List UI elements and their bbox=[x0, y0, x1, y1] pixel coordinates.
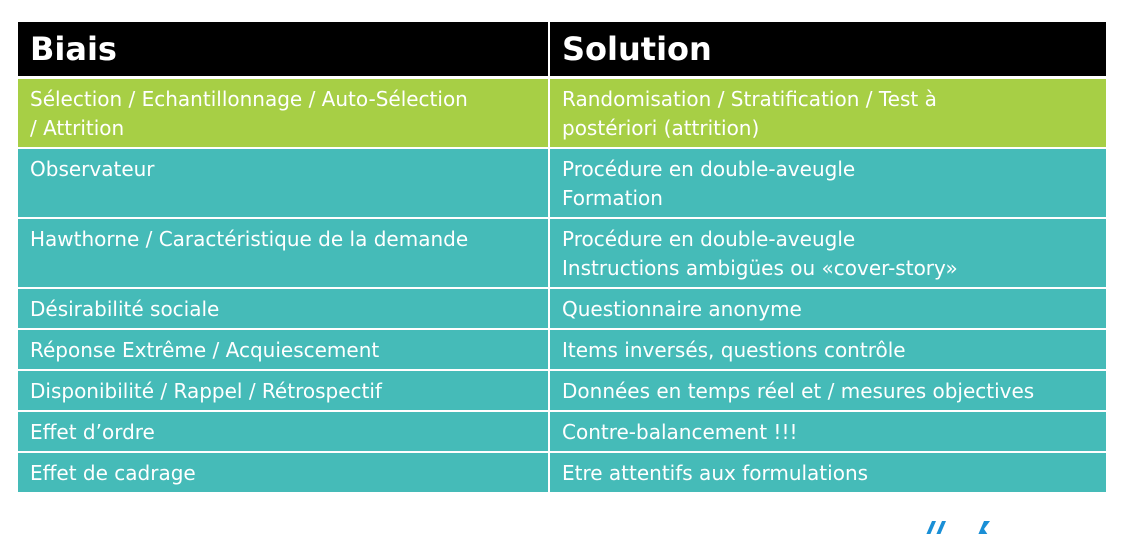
solution-text: postériori (attrition) bbox=[562, 116, 760, 140]
bias-text: Disponibilité / Rappel / Rétrospectif bbox=[30, 379, 382, 403]
solution-text: Procédure en double-aveugle bbox=[562, 157, 856, 181]
bias-text: Hawthorne / Caractéristique de la demande bbox=[30, 227, 469, 251]
solution-text: Contre-balancement !!! bbox=[562, 420, 798, 444]
table-row bbox=[18, 218, 1106, 288]
solution-cell bbox=[549, 329, 1106, 370]
table-row bbox=[18, 78, 1106, 149]
solution-cell bbox=[549, 218, 1106, 288]
solution-text: Instructions ambigües ou «cover-story» bbox=[562, 256, 958, 280]
solution-cell bbox=[549, 288, 1106, 329]
table-row bbox=[18, 288, 1106, 329]
solution-text: Items inversés, questions contrôle bbox=[562, 338, 906, 362]
solution-cell bbox=[549, 452, 1106, 493]
bias-cell bbox=[18, 329, 549, 370]
solution-cell bbox=[549, 148, 1106, 218]
table-row bbox=[18, 370, 1106, 411]
bias-cell bbox=[18, 452, 549, 493]
bias-cell bbox=[18, 218, 549, 288]
bias-text: Désirabilité sociale bbox=[30, 297, 220, 321]
solution-text: Données en temps réel et / mesures objectives bbox=[562, 379, 1035, 403]
bias-cell bbox=[18, 288, 549, 329]
decorative-logo-fragment bbox=[918, 520, 1008, 534]
table-row bbox=[18, 411, 1106, 452]
bias-text: Sélection / Echantillonnage / Auto-Sélection bbox=[30, 87, 468, 111]
bias-text: Effet de cadrage bbox=[30, 461, 196, 485]
solution-cell bbox=[549, 370, 1106, 411]
bias-text: Observateur bbox=[30, 157, 155, 181]
solution-text: Procédure en double-aveugle bbox=[562, 227, 856, 251]
bias-cell bbox=[18, 411, 549, 452]
solution-text: Formation bbox=[562, 186, 663, 210]
table-row bbox=[18, 148, 1106, 218]
table-row bbox=[18, 452, 1106, 493]
bias-text: / Attrition bbox=[30, 116, 125, 140]
bias-text: Effet d’ordre bbox=[30, 420, 155, 444]
logo-fragment-icon bbox=[918, 521, 1008, 534]
solution-text: Etre attentifs aux formulations bbox=[562, 461, 869, 485]
solution-cell bbox=[549, 411, 1106, 452]
table-header-row bbox=[18, 22, 1106, 78]
header-solution: Solution bbox=[549, 22, 1106, 78]
header-biais: Biais bbox=[18, 22, 549, 78]
table-row bbox=[18, 329, 1106, 370]
solution-text: Randomisation / Stratification / Test à bbox=[562, 87, 937, 111]
bias-cell bbox=[18, 370, 549, 411]
bias-text: Réponse Extrême / Acquiescement bbox=[30, 338, 380, 362]
solution-text: Questionnaire anonyme bbox=[562, 297, 802, 321]
solution-cell bbox=[549, 78, 1106, 149]
bias-solution-table bbox=[18, 22, 1106, 494]
bias-cell bbox=[18, 148, 549, 218]
bias-solution-table-wrapper bbox=[18, 22, 1106, 494]
bias-cell bbox=[18, 78, 549, 149]
